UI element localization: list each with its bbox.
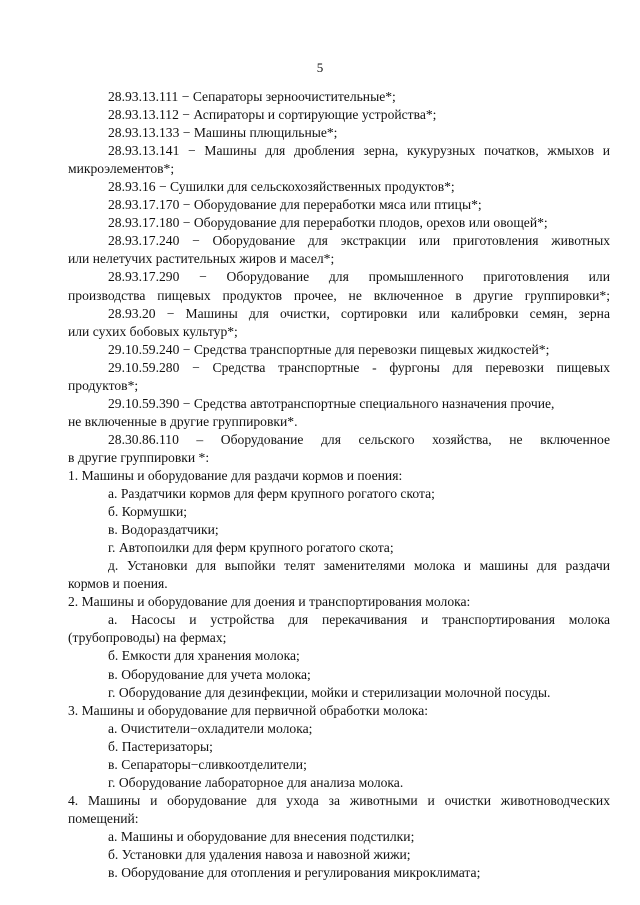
text-line: 28.93.13.111 − Сепараторы зерноочистительные*; (108, 89, 396, 104)
text-line: а. Насосы и устройства для перекачивания и транспортирования молока (108, 612, 610, 628)
text-line: 2. Машины и оборудование для доения и транспортирования молока: (68, 594, 471, 610)
text-line: 28.30.86.110 – Оборудование для сельского хозяйства, не включенное (108, 431, 610, 447)
text-line: 28.93.13.112 − Аспираторы и сортирующие устройства*; (108, 107, 437, 123)
text-line: а. Очистители−охладители молока; (108, 720, 313, 736)
text-line: г. Оборудование лабораторное для анализа молока. (108, 774, 404, 790)
text-line: 4. Машины и оборудование для ухода за животными и очистки животноводческих (68, 792, 610, 808)
text-line: 28.93.17.240 − Оборудование для экстракции или приготовления животных (108, 233, 610, 249)
text-line: или сухих бобовых культур*; (68, 323, 238, 339)
document-body (68, 88, 610, 882)
text-line: производства пищевых продуктов прочее, не включенное в другие группировки*; (68, 287, 610, 303)
text-line: 28.93.17.170 − Оборудование для переработки мяса или птицы*; (108, 197, 482, 213)
text-line: в. Оборудование для отопления и регулирования микроклимата; (108, 865, 481, 881)
text-line: продуктов*; (68, 377, 139, 393)
text-line: 29.10.59.240 − Средства транспортные для перевозки пищевых жидкостей*; (108, 341, 550, 357)
text-line: г. Оборудование для дезинфекции, мойки и стерилизации молочной посуды. (108, 684, 551, 700)
text-line: микроэлементов*; (68, 161, 175, 177)
text-line: 28.93.13.133 − Машины плющильные*; (108, 125, 338, 141)
text-line: г. Автопоилки для ферм крупного рогатого скота; (108, 540, 394, 556)
page-number: 5 (316, 60, 324, 75)
text-line: в. Водораздатчики; (108, 522, 219, 538)
text-line: 28.93.17.180 − Оборудование для переработки плодов, орехов или овощей*; (108, 215, 548, 231)
text-line: б. Установки для удаления навоза и навозной жижи; (108, 846, 411, 862)
text-line: или нелетучих растительных жиров и масел*; (68, 251, 335, 267)
text-line: помещений: (68, 810, 139, 826)
text-line: а. Раздатчики кормов для ферм крупного рогатого скота; (108, 486, 435, 502)
text-line: б. Емкости для хранения молока; (108, 648, 300, 664)
text-line: 28.93.13.141 − Машины для дробления зерна, кукурузных початков, жмыхов и (108, 143, 610, 159)
text-line: 28.93.17.290 − Оборудование для промышленного приготовления или (108, 269, 610, 285)
text-line: 3. Машины и оборудование для первичной обработки молока: (68, 702, 429, 718)
text-line: 29.10.59.280 − Средства транспортные - фургоны для перевозки пищевых (108, 359, 610, 375)
text-line: кормов и поения. (68, 576, 168, 592)
text-line: в другие группировки *: (68, 449, 210, 465)
text-line: д. Установки для выпойки телят заменителями молока и машины для раздачи (108, 558, 610, 574)
text-line: 1. Машины и оборудование для раздачи кормов и поения: (68, 467, 403, 483)
text-line: б. Пастеризаторы; (108, 738, 213, 754)
text-line: 28.93.16 − Сушилки для сельскохозяйственных продуктов*; (108, 179, 455, 195)
text-line: в. Сепараторы−сливкоотделители; (108, 756, 307, 772)
text-line: 29.10.59.390 − Средства автотранспортные специального назначения прочие, (108, 395, 555, 411)
text-line: а. Машины и оборудование для внесения подстилки; (108, 828, 415, 844)
text-line: не включенные в другие группировки*. (68, 413, 298, 429)
text-line: (трубопроводы) на фермах; (68, 630, 227, 646)
text-line: 28.93.20 − Машины для очистки, сортировки или калибровки семян, зерна (108, 305, 610, 321)
text-line: б. Кормушки; (108, 504, 188, 520)
text-line: в. Оборудование для учета молока; (108, 666, 311, 682)
